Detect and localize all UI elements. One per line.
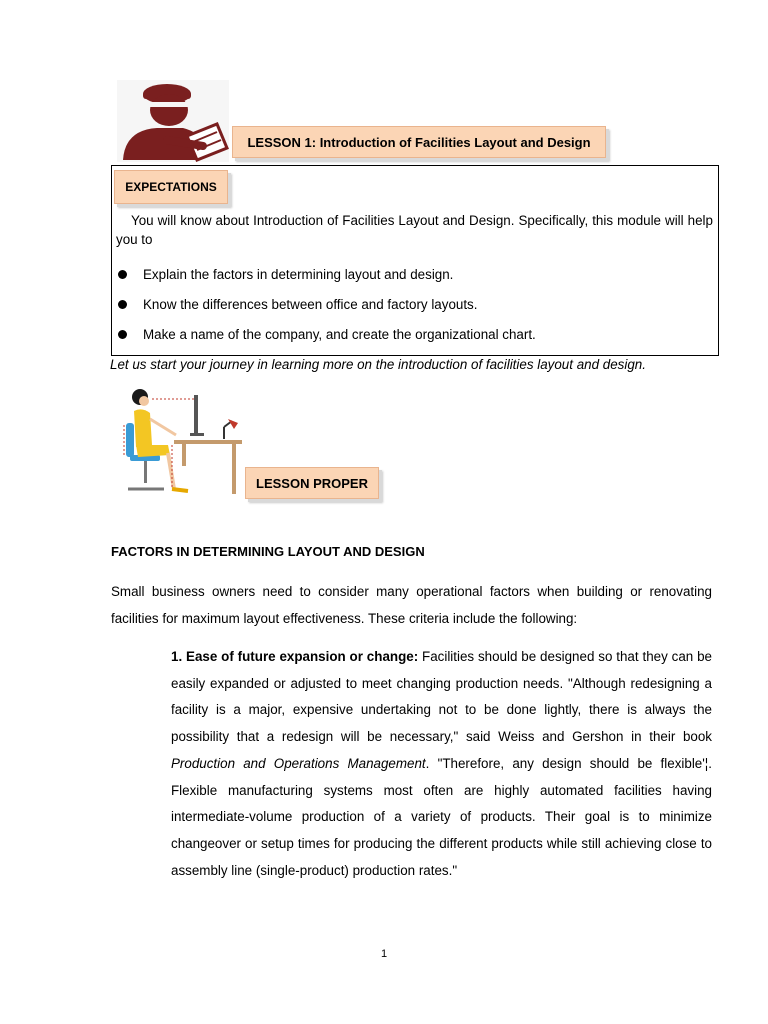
item-title: 1. Ease of future expansion or change:: [171, 649, 419, 664]
ergonomic-desk-illustration: [116, 385, 244, 497]
person-writing-icon: [117, 80, 229, 162]
expectations-label: EXPECTATIONS: [125, 180, 217, 194]
item-text-b: . "Therefore, any design should be flexible'¦. Flexible manufacturing systems most often are highly automated facilities having intermediate-volume production of a variety of products. Their goal is to minimize changeover or setup times for producing the different products while still achieving close to assembly line (single-product) production rates.": [171, 755, 712, 878]
expectations-label-box: [114, 170, 228, 204]
book-title: Production and Operations Management: [171, 755, 426, 771]
bullet-icon: [118, 330, 127, 339]
journey-line: Let us start your journey in learning more on the introduction of facilities layout and design.: [110, 357, 646, 372]
list-item: [171, 644, 712, 884]
bullet-icon: [118, 270, 127, 279]
lesson-proper-label: LESSON PROPER: [256, 475, 368, 491]
lesson-title-box: [232, 126, 606, 158]
lesson-proper-box: [245, 467, 379, 499]
lesson-title: LESSON 1: Introduction of Facilities Layout and Design: [247, 134, 591, 150]
bullet-icon: [118, 300, 127, 309]
expectations-intro: You will know about Introduction of Facilities Layout and Design. Specifically, this module will help you to: [116, 213, 713, 247]
intro-paragraph: Small business owners need to consider many operational factors when building or renovating facilities for maximum layout effectiveness. These criteria include the following:: [111, 584, 712, 626]
page-number: 1: [380, 948, 388, 960]
section-heading: FACTORS IN DETERMINING LAYOUT AND DESIGN: [111, 544, 425, 559]
item-text-a: Facilities should be designed so that they can be easily expanded or adjusted to meet changing production needs. "Although redesigning a facility is a major, expensive undertaking not to be done lightly, there is always the possibility that a redesign will be necessary," said Weiss and Gershon in their book: [171, 649, 712, 745]
